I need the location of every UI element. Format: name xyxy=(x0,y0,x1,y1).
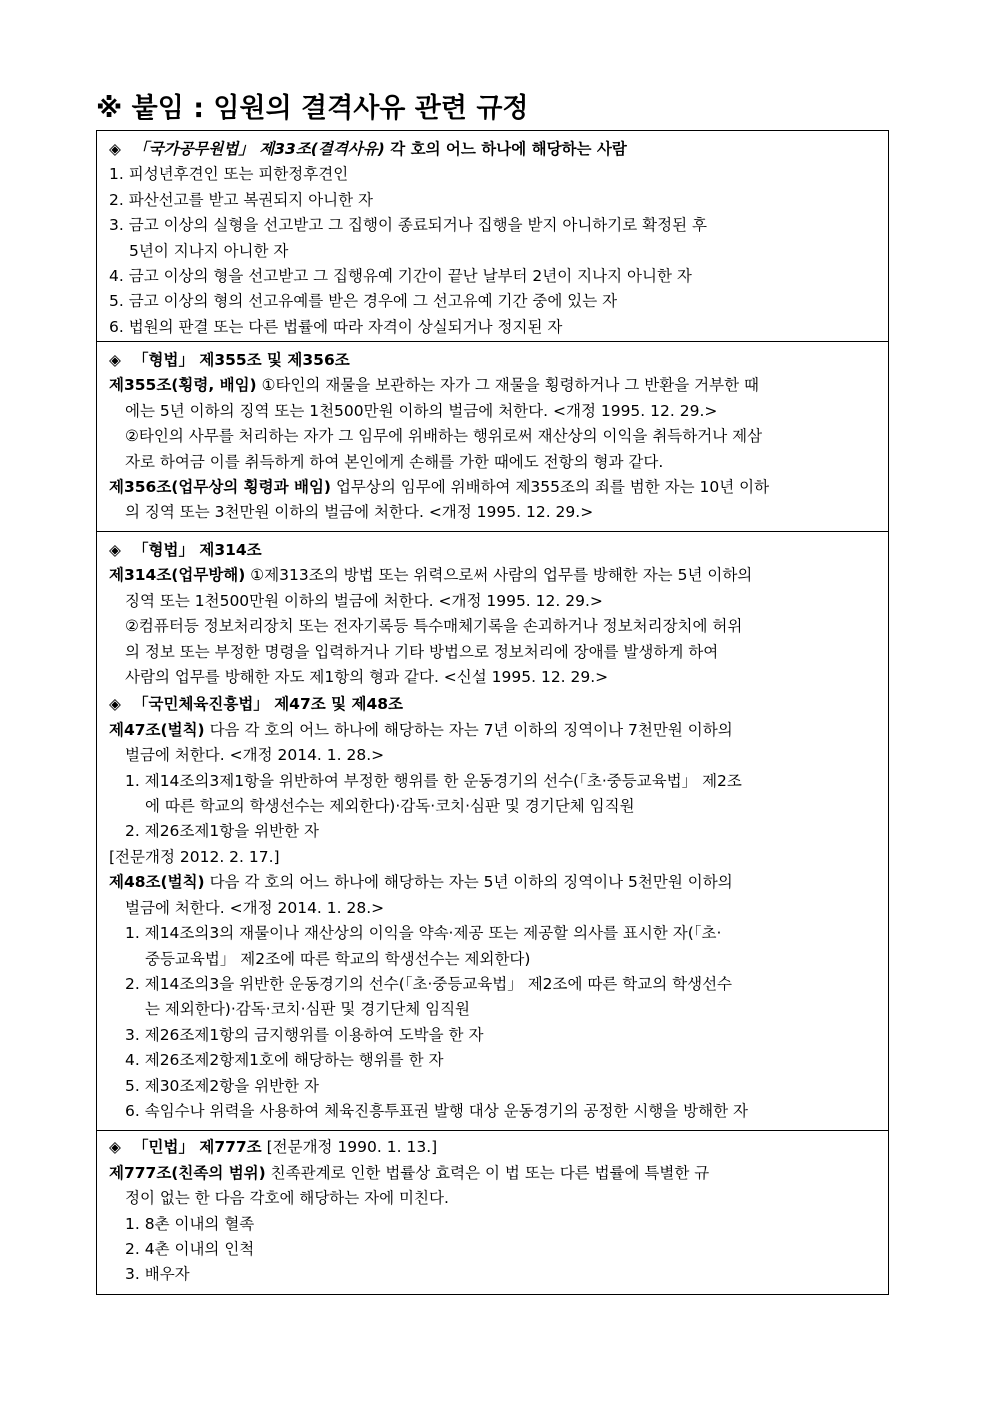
article-314: 제314조(업무방해) ①제313조의 방법 또는 위력으로써 사람의 업무를 방해한 자는 5년 이하의 xyxy=(109,566,753,585)
section-civil-act-777 xyxy=(97,1130,888,1293)
list-item: 3. 배우자 xyxy=(125,1265,190,1284)
article-356: 제356조(업무상의 횡령과 배임) 업무상의 임무에 위배하여 제355조의 죄를 범한 자는 10년 이하 xyxy=(109,478,770,497)
article-777: 제777조(친족의 범위) 친족관계로 인한 법률상 효력은 이 법 또는 다른 법률에 특별한 규 xyxy=(109,1163,710,1182)
list-item: 4. 금고 이상의 형을 선고받고 그 집행유예 기간이 끝난 날부터 2년이 지나지 아니한 자 xyxy=(109,267,692,286)
list-item: 6. 법원의 판결 또는 다른 법률에 따라 자격이 상실되거나 정지된 자 xyxy=(109,317,563,336)
article-314-continuation: 의 정보 또는 부정한 명령을 입력하거나 기타 방법으로 정보처리에 장애를 발생하게 하여 xyxy=(125,642,719,661)
list-item-continuation: 는 제외한다)·감독·코치·심판 및 경기단체 임직원 xyxy=(145,1000,471,1019)
list-item: 2. 제14조의3을 위반한 운동경기의 선수(「초·중등교육법」 제2조에 따른 학교의 학생선수 xyxy=(125,974,733,993)
list-item: 1. 피성년후견인 또는 피한정후견인 xyxy=(109,165,349,184)
revision-note: [전문개정 2012. 2. 17.] xyxy=(109,847,280,866)
article-48-continuation: 벌금에 처한다. <개정 2014. 1. 28.> xyxy=(125,898,385,917)
list-item: 5. 금고 이상의 형의 선고유예를 받은 경우에 그 선고유예 기간 중에 있는 자 xyxy=(109,292,618,311)
list-item: 1. 제14조의3제1항을 위반하여 부정한 행위를 한 운동경기의 선수(「초·중등교육법」 제2조 xyxy=(125,771,742,790)
page-title: ※ 붙임 : 임원의 결격사유 관련 규정 xyxy=(96,93,529,124)
section-criminal-act-314 xyxy=(97,531,888,690)
list-item: 5. 제30조제2항을 위반한 자 xyxy=(125,1076,319,1095)
list-item: 2. 제26조제1항을 위반한 자 xyxy=(125,822,319,841)
section-criminal-act-355-356 xyxy=(97,341,888,531)
list-item: 4. 제26조제2항제1호에 해당하는 행위를 한 자 xyxy=(125,1051,444,1070)
diamond-icon: ◈ xyxy=(109,351,121,369)
list-item-continuation: 5년이 지나지 아니한 자 xyxy=(129,241,289,260)
section-civil-service-act xyxy=(97,131,888,341)
article-48: 제48조(벌칙) 다음 각 호의 어느 하나에 해당하는 자는 5년 이하의 징역이나 5천만원 이하의 xyxy=(109,873,733,892)
article-314-paragraph-2: ②컴퓨터등 정보처리장치 또는 전자기록등 특수매체기록을 손괴하거나 정보처리장치에 허위 xyxy=(125,617,743,636)
article-47-continuation: 벌금에 처한다. <개정 2014. 1. 28.> xyxy=(125,746,385,765)
section-header: ◈ 「민법」 제777조 [전문개정 1990. 1. 13.] xyxy=(109,1135,876,1160)
article-356-continuation: 의 징역 또는 3천만원 이하의 벌금에 처한다. <개정 1995. 12. 29.> xyxy=(125,503,594,522)
diamond-icon: ◈ xyxy=(109,695,121,714)
list-item: 1. 8촌 이내의 혈족 xyxy=(125,1214,255,1233)
article-355: 제355조(횡령, 배임) ①타인의 재물을 보관하는 자가 그 재물을 횡령하거나 그 반환을 거부한 때 xyxy=(109,376,759,395)
article-355-continuation: 에는 5년 이하의 징역 또는 1천500만원 이하의 벌금에 처한다. <개정 1995. 12. 29.> xyxy=(125,401,718,420)
section-header: ◈ 「국민체육진흥법」 제47조 및 제48조 xyxy=(109,692,876,717)
diamond-icon: ◈ xyxy=(109,1138,121,1157)
list-item: 1. 제14조의3의 재물이나 재산상의 이익을 약속·제공 또는 제공할 의사를 표시한 자(「초· xyxy=(125,924,722,943)
list-item: 2. 파산선고를 받고 복권되지 아니한 자 xyxy=(109,190,374,209)
list-item: 6. 속임수나 위력을 사용하여 체육진흥투표권 발행 대상 운동경기의 공정한 시행을 방해한 자 xyxy=(125,1101,748,1120)
regulations-box xyxy=(96,130,889,1295)
list-item: 2. 4촌 이내의 인척 xyxy=(125,1239,255,1258)
article-777-continuation: 정이 없는 한 다음 각호에 해당하는 자에 미친다. xyxy=(125,1189,449,1208)
section-header: ◈ 「형법」 제355조 및 제356조 xyxy=(109,348,876,373)
article-355-continuation: 자로 하여금 이를 취득하게 하여 본인에게 손해를 가한 때에도 전항의 형과 같다. xyxy=(125,452,664,471)
list-item: 3. 금고 이상의 실형을 선고받고 그 집행이 종료되거나 집행을 받지 아니하기로 확정된 후 xyxy=(109,216,707,235)
list-item: 3. 제26조제1항의 금지행위를 이용하여 도박을 한 자 xyxy=(125,1025,484,1044)
article-314-continuation: 징역 또는 1천500만원 이하의 벌금에 처한다. <개정 1995. 12. 29.> xyxy=(125,591,603,610)
section-sports-promotion-act xyxy=(97,690,888,1130)
diamond-icon: ◈ xyxy=(109,140,121,158)
article-47: 제47조(벌칙) 다음 각 호의 어느 하나에 해당하는 자는 7년 이하의 징역이나 7천만원 이하의 xyxy=(109,720,733,739)
section-header: ◈ 「국가공무원법」 제33조(결격사유) 각 호의 어느 하나에 해당하는 사람 xyxy=(109,137,876,162)
list-item-continuation: 중등교육법」 제2조에 따른 학교의 학생선수는 제외한다) xyxy=(145,949,531,968)
article-314-continuation: 사람의 업무를 방해한 자도 제1항의 형과 같다. <신설 1995. 12. 29.> xyxy=(125,668,609,687)
list-item-continuation: 에 따른 학교의 학생선수는 제외한다)·감독·코치·심판 및 경기단체 임직원 xyxy=(145,797,635,816)
diamond-icon: ◈ xyxy=(109,541,121,559)
article-355-paragraph-2: ②타인의 사무를 처리하는 자가 그 임무에 위배하는 행위로써 재산상의 이익을 취득하거나 제삼 xyxy=(125,427,763,446)
section-header: ◈ 「형법」 제314조 xyxy=(109,538,876,563)
